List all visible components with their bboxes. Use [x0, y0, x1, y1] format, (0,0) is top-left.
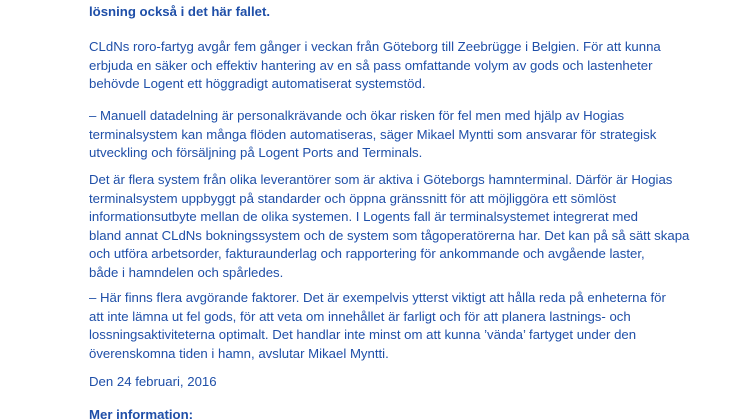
- date-line: [89, 373, 729, 392]
- paragraph-line: behövde Logent ett höggradigt automatiserat systemstöd.: [89, 76, 426, 92]
- paragraph-line: – Manuell datadelning är personalkrävande och ökar risken för fel men med hjälp av Hogias: [89, 108, 625, 123]
- paragraph-line: att inte lämna ut fel gods, för att veta om innehållet är farligt och för att planera lastnings- och: [89, 308, 631, 324]
- paragraph-line: terminalsystem uppbyggt på standarder och öppna gränssnitt för att möjliggöra ett sömlöst: [89, 190, 617, 206]
- paragraph-line: överenskomna tiden i hamn, avslutar Mikael Myntti.: [89, 345, 389, 361]
- paragraph-line: bland annat CLdNs bokningssystem och de system som tågoperatörerna har. Det kan på så sätt skapa: [89, 227, 690, 243]
- paragraph-quote-manual-data: [89, 107, 729, 163]
- more-info-heading: [89, 406, 729, 419]
- paragraph-systems: [89, 171, 729, 283]
- paragraph-line: lossningsaktiviteterna optimalt. Det handlar inte minst om att kunna ’vända’ fartyget under den: [89, 327, 637, 343]
- paragraph-line: erbjuda en säker och effektiv hantering av en så pass omfattande volym av gods och lastenheter: [89, 57, 653, 73]
- paragraph-line: – Här finns flera avgörande faktorer. Det är exempelvis ytterst viktigt att hålla reda på enheterna för: [89, 290, 666, 305]
- more-info-heading-text: Mer information:: [89, 407, 194, 419]
- intro-tail-line: lösning också i det här fallet.: [89, 4, 271, 19]
- paragraph-line: informationsutbyte mellan de olika systemen. I Logents fall är terminalsystemet integrerat med: [89, 209, 639, 225]
- paragraph-quote-factors: [89, 289, 729, 363]
- intro-tail: [89, 3, 729, 22]
- paragraph-line: Det är flera system från olika leverantörer som är aktiva i Göteborgs hamnterminal. Därför är Hogias: [89, 172, 673, 187]
- paragraph-line: och utföra arbetsorder, fakturaunderlag och rapportering för ankommande och avgående laster,: [89, 246, 645, 262]
- paragraph-ferry-schedule: [89, 38, 729, 94]
- paragraph-line: CLdNs roro-fartyg avgår fem gånger i veckan från Göteborg till Zeebrügge i Belgien. För att kunna: [89, 39, 661, 54]
- paragraph-line: utveckling och försäljning på Logent Ports and Terminals.: [89, 145, 423, 161]
- date-text: Den 24 februari, 2016: [89, 374, 217, 389]
- paragraph-line: terminalsystem kan många flöden automatiseras, säger Mikael Myntti som ansvarar för strategisk: [89, 126, 657, 142]
- paragraph-line: både i hamndelen och spårledes.: [89, 264, 284, 280]
